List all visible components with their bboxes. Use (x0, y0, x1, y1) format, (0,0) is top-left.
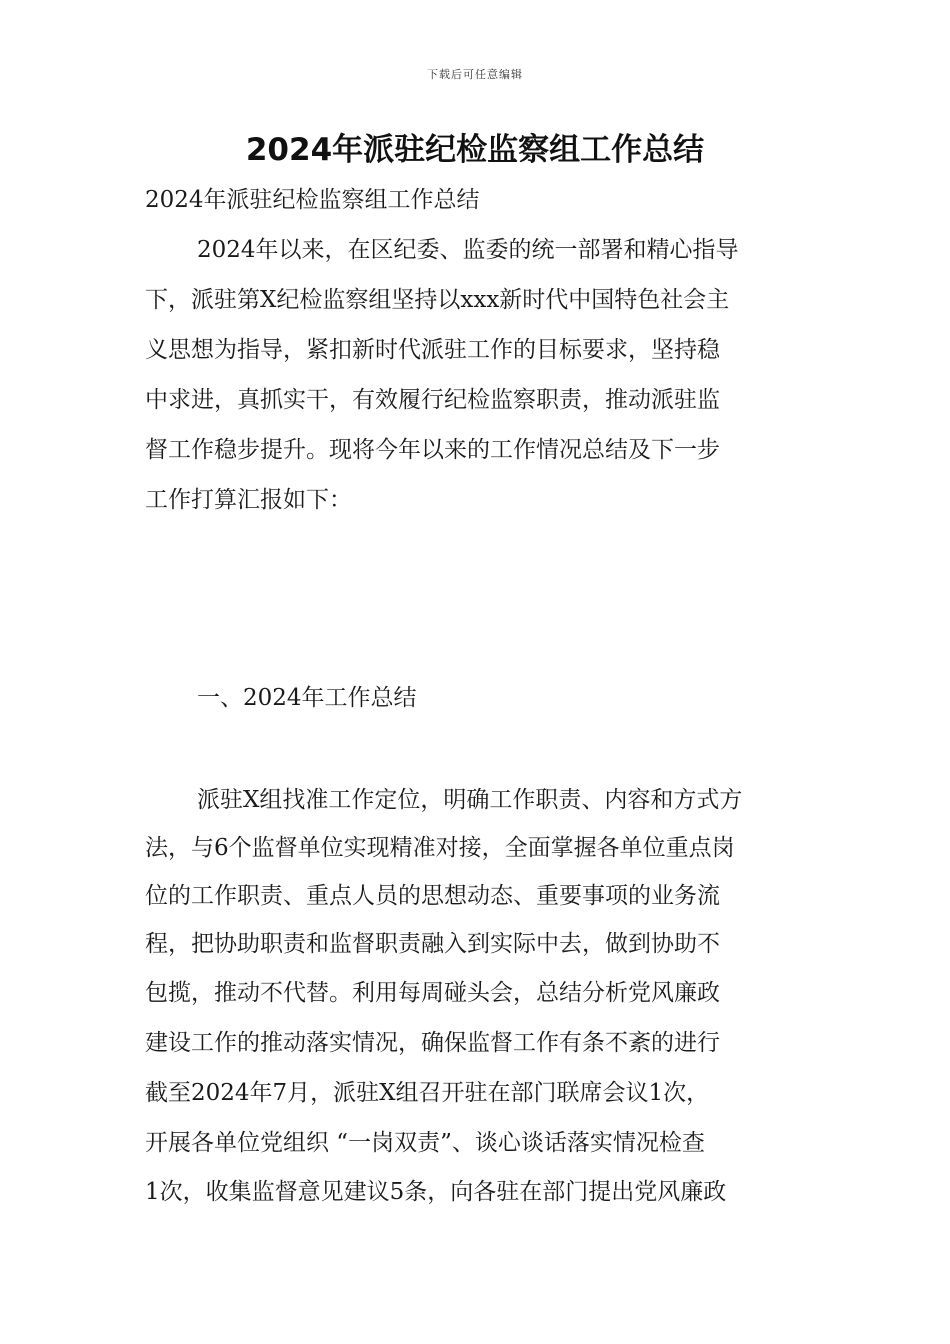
paragraph-line: 建设工作的推动落实情况，确保监督工作有条不紊的进行 (145, 1030, 720, 1056)
paragraph-line: 派驻X组找准工作定位，明确工作职责、内容和方式方 (197, 787, 743, 813)
paragraph-line: 中求进，真抓实干，有效履行纪检监察职责，推动派驻监 (145, 387, 720, 413)
paragraph-line: 位的工作职责、重点人员的思想动态、重要事项的业务流 (145, 883, 720, 909)
paragraph-line: 包揽，推动不代替。利用每周碰头会，总结分析党风廉政 (145, 980, 720, 1006)
header-note: 下载后可任意编辑 (427, 68, 523, 81)
paragraph-line: 2024年以来，在区纪委、监委的统一部署和精心指导 (197, 237, 739, 263)
paragraph-line: 开展各单位党组织 “一岗双责”、谈心谈话落实情况检查 (145, 1130, 705, 1156)
document-subtitle: 2024年派驻纪检监察组工作总结 (145, 187, 480, 213)
paragraph-line: 下，派驻第X纪检监察组坚持以xxx新时代中国特色社会主 (145, 287, 730, 313)
paragraph-line: 截至2024年7月，派驻X组召开驻在部门联席会议1次， (145, 1080, 710, 1106)
paragraph-line: 法，与6个监督单位实现精准对接，全面掌握各单位重点岗 (145, 835, 735, 861)
paragraph-line: 督工作稳步提升。现将今年以来的工作情况总结及下一步 (145, 437, 720, 463)
paragraph-line: 1次，收集监督意见建议5条，向各驻在部门提出党风廉政 (145, 1179, 727, 1205)
paragraph-line: 工作打算汇报如下： (145, 487, 352, 513)
document-title: 2024年派驻纪检监察组工作总结 (245, 132, 705, 168)
section-heading: 一、2024年工作总结 (197, 685, 417, 711)
paragraph-line: 程，把协助职责和监督职责融入到实际中去，做到协助不 (145, 931, 720, 957)
paragraph-line: 义思想为指导，紧扣新时代派驻工作的目标要求，坚持稳 (145, 337, 720, 363)
